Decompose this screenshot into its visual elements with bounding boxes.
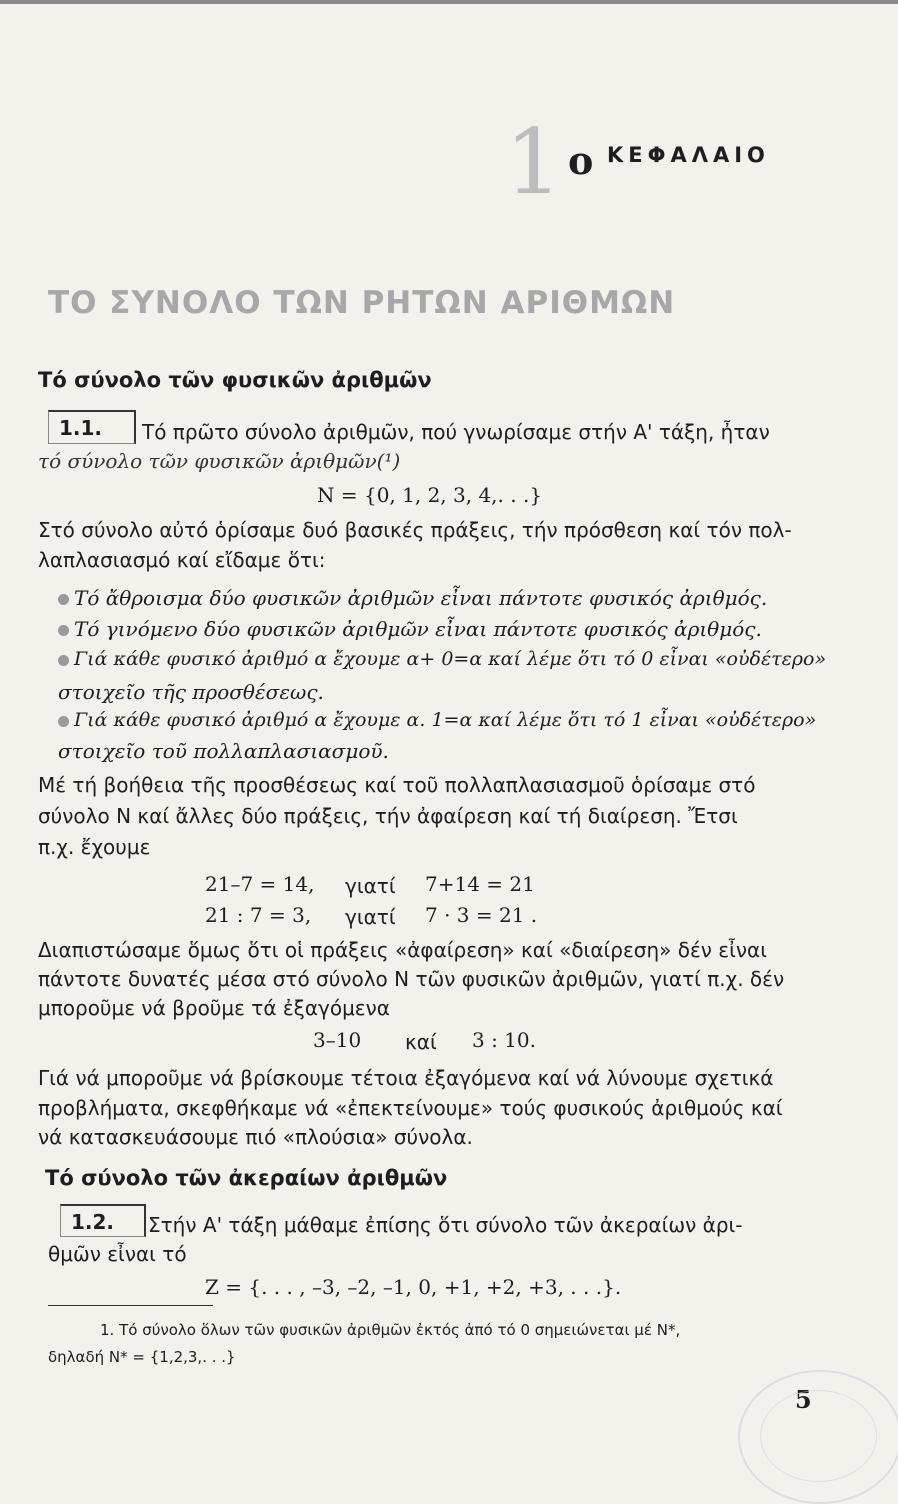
- bullet-text: Τό γινόμενο δύο φυσικῶν ἀριθμῶν εἶναι πάντοτε φυσικός ἀριθμός.: [74, 617, 762, 641]
- library-stamp-inner: [760, 1390, 877, 1482]
- paragraph-line: λαπλασιασμό καί εἴδαμε ὅτι:: [38, 548, 326, 572]
- section-box-1-1: 1.1.: [48, 410, 136, 444]
- paragraph-line: σύνολο N καί ἄλλες δύο πράξεις, τήν ἀφαίρεση καί τή διαίρεση. Ἔτσι: [38, 804, 738, 828]
- equation-right: 7+14 = 21: [425, 872, 535, 896]
- equation-left: 21 : 7 = 3,: [205, 903, 312, 927]
- chapter-label: ΚΕΦΑΛΑΙΟ: [607, 143, 770, 167]
- paragraph-line: π.χ. ἔχουμε: [38, 835, 151, 859]
- page-top-edge: [0, 0, 898, 4]
- bullet-text: Γιά κάθε φυσικό ἀριθμό α ἔχουμε α. 1=α καί λέμε ὅτι τό 1 εἶναι «οὐδέτερο»: [74, 709, 817, 731]
- equation-right: 7 · 3 = 21 .: [425, 903, 538, 927]
- set-n-formula: N = {0, 1, 2, 3, 4,. . .}: [317, 483, 543, 507]
- example-and: καί: [405, 1030, 437, 1054]
- paragraph-line: Διαπιστώσαμε ὅμως ὅτι οἱ πράξεις «ἀφαίρεση» καί «διαίρεση» δέν εἶναι: [38, 938, 768, 962]
- chapter-title: ΤΟ ΣΥΝΟΛΟ ΤΩΝ ΡΗΤΩΝ ΑΡΙΘΜΩΝ: [48, 285, 676, 321]
- paragraph-line: πάντοτε δυνατές μέσα στό σύνολο N τῶν φυσικῶν ἀριθμῶν, γιατί π.χ. δέν: [38, 967, 785, 991]
- equation-because: γιατί: [345, 905, 396, 929]
- bullet-text: Γιά κάθε φυσικό ἀριθμό α ἔχουμε α+ 0=α καί λέμε ὅτι τό 0 εἶναι «οὐδέτερο»: [74, 648, 827, 670]
- section-heading-integers: Τό σύνολο τῶν ἀκεραίων ἀριθμῶν: [45, 1166, 448, 1190]
- example-right: 3 : 10.: [472, 1028, 536, 1052]
- paragraph-line: μποροῦμε νά βροῦμε τά ἐξαγόμενα: [38, 996, 390, 1020]
- paragraph-line: προβλήματα, σκεφθήκαμε νά «ἐπεκτείνουμε» τούς φυσικούς ἀριθμούς καί: [38, 1096, 783, 1120]
- chapter-ordinal: ο: [568, 138, 594, 183]
- paragraph-line: Τό πρῶτο σύνολο ἀριθμῶν, πού γνωρίσαμε στήν Α' τάξη, ἦταν: [142, 420, 770, 444]
- paragraph-line: Στήν Α' τάξη μάθαμε ἐπίσης ὅτι σύνολο τῶν ἀκεραίων ἀρι-: [148, 1213, 743, 1237]
- footnote-line: δηλαδή N* = {1,2,3,. . .}: [48, 1348, 236, 1366]
- bullet-text: Τό ἄθροισμα δύο φυσικῶν ἀριθμῶν εἶναι πάντοτε φυσικός ἀριθμός.: [74, 586, 768, 610]
- bullet-text-cont: στοιχεῖο τῆς προσθέσεως.: [58, 680, 324, 704]
- section-box-1-2: 1.2.: [60, 1204, 146, 1237]
- footnote-divider: [48, 1305, 213, 1306]
- chapter-number: 1: [505, 110, 563, 215]
- section-heading-natural: Τό σύνολο τῶν φυσικῶν ἀριθμῶν: [38, 368, 432, 392]
- paragraph-line: Στό σύνολο αὐτό ὁρίσαμε δυό βασικές πράξεις, τήν πρόσθεση καί τόν πολ-: [38, 518, 792, 542]
- bullet-dot: [58, 625, 69, 636]
- paragraph-line: Γιά νά μποροῦμε νά βρίσκουμε τέτοια ἐξαγόμενα καί νά λύνουμε σχετικά: [38, 1066, 774, 1090]
- paragraph-line: θμῶν εἶναι τό: [48, 1242, 187, 1266]
- bullet-dot: [58, 594, 69, 605]
- paragraph-line: Μέ τή βοήθεια τῆς προσθέσεως καί τοῦ πολλαπλασιασμοῦ ὁρίσαμε στό: [38, 773, 756, 797]
- equation-left: 21–7 = 14,: [205, 872, 315, 896]
- equation-because: γιατί: [345, 874, 396, 898]
- example-left: 3–10: [313, 1028, 362, 1052]
- paragraph-line: νά κατασκευάσουμε πιό «πλούσια» σύνολα.: [38, 1125, 473, 1149]
- bullet-text-cont: στοιχεῖο τοῦ πολλαπλασιασμοῦ.: [58, 739, 389, 763]
- page-number: 5: [795, 1385, 812, 1414]
- set-z-formula: Z = {. . . , –3, –2, –1, 0, +1, +2, +3, . . .}.: [205, 1275, 622, 1299]
- bullet-dot: [58, 716, 69, 727]
- footnote-line: 1. Τό σύνολο ὅλων τῶν φυσικῶν ἀριθμῶν ἐκτός ἀπό τό 0 σημειώνεται μέ N*,: [100, 1321, 681, 1339]
- paragraph-line: τό σύνολο τῶν φυσικῶν ἀριθμῶν(¹): [38, 449, 401, 473]
- bullet-dot: [58, 655, 69, 666]
